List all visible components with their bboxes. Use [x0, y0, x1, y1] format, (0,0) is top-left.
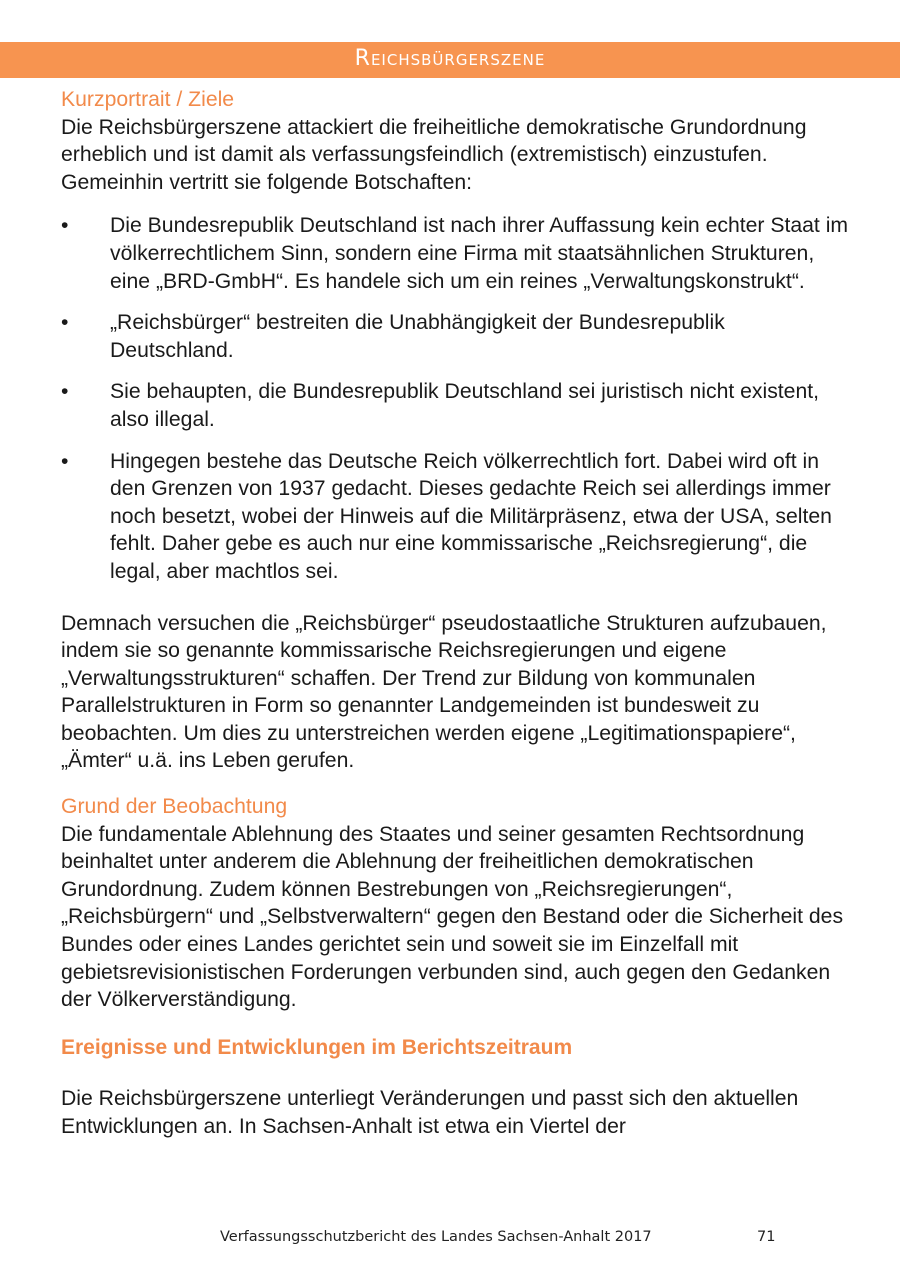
bullet-text: „Reichsbürger“ bestreiten die Unabhängigkeit der Bundesrepublik Deutschland. — [110, 311, 725, 362]
page-number: 71 — [757, 1229, 776, 1245]
page-content — [61, 86, 851, 1141]
bullet-marker: • — [61, 311, 69, 335]
chapter-banner — [0, 42, 900, 78]
bullet-text: Sie behaupten, die Bundesrepublik Deutschland sei juristisch nicht existent, also illegal. — [110, 380, 820, 431]
bullet-marker: • — [61, 449, 69, 473]
beobachtung-paragraph: Die fundamentale Ablehnung des Staates und seiner gesamten Rechtsordnung beinhaltet unter anderem die Ablehnung der freiheitlichen demokratischen Grundordnung. Zudem können Bestrebungen von „Reichsregierungen“, „Reichsbürgern“ und „Selbstverwaltern“ gegen den Bestand oder die Sicherheit des Bundes oder eines Landes gerichtet sein und soweit sie im Einzelfall mit gebietsrevisionistischen Forderungen verbunden sind, auch gegen den Gedanken der Völkerverständigung. — [61, 822, 844, 1012]
closing-paragraph: Demnach versuchen die „Reichsbürger“ pseudostaatliche Strukturen aufzubauen, indem sie so genannte kommissarische Reichsregierungen und eigene „Verwaltungsstrukturen“ schaffen. Der Trend zur Bildung von kommunalen Parallelstrukturen in Form so genannter Landgemeinden ist bundesweit zu beobachten. Um dies zu unterstreichen werden eigene „Legitimationspapiere“, „Ämter“ u.ä. ins Leben gerufen. — [61, 611, 827, 773]
bullet-list — [61, 212, 851, 585]
bullet-item — [61, 309, 851, 364]
subheading-beobachtung: Grund der Beobachtung — [61, 795, 288, 819]
subheading-kurzportrait: Kurzportrait / Ziele — [61, 88, 235, 111]
page-footer — [0, 1229, 900, 1253]
footer-title: Verfassungsschutzbericht des Landes Sachsen-Anhalt 2017 — [220, 1229, 652, 1245]
section-heading-ereignisse: Ereignisse und Entwicklungen im Berichtszeitraum — [61, 1035, 573, 1059]
intro-paragraph: Die Reichsbürgerszene attackiert die freiheitliche demokratische Grundordnung erheblich und ist damit als verfassungsfeindlich (extremistisch) einzustufen. Gemeinhin vertritt sie folgende Botschaften: — [61, 115, 807, 194]
bullet-text: Hingegen bestehe das Deutsche Reich völkerrechtlich fort. Dabei wird oft in den Grenzen von 1937 gedacht. Dieses gedachte Reich sei allerdings immer noch besetzt, wobei der Hinweis auf die Militärpräsenz, etwa der USA, selten fehlt. Daher gebe es auch nur eine kommissarische „Reichsregierung“, die legal, aber machtlos sei. — [110, 449, 832, 583]
bullet-item — [61, 378, 851, 433]
bullet-marker: • — [61, 214, 69, 238]
ereignisse-paragraph: Die Reichsbürgerszene unterliegt Veränderungen und passt sich den aktuellen Entwicklungen an. In Sachsen-Anhalt ist etwa ein Viertel der — [61, 1087, 799, 1138]
chapter-title: Reichsbürgerszene — [354, 46, 546, 71]
bullet-item — [61, 448, 851, 586]
bullet-text: Die Bundesrepublik Deutschland ist nach ihrer Auffassung kein echter Staat im völkerrechtlichem Sinn, sondern eine Firma mit staatsähnlichen Strukturen, eine „BRD-GmbH“. Es handele sich um ein reines „Verwaltungskonstrukt“. — [110, 214, 849, 293]
bullet-item — [61, 212, 851, 295]
bullet-marker: • — [61, 380, 69, 404]
